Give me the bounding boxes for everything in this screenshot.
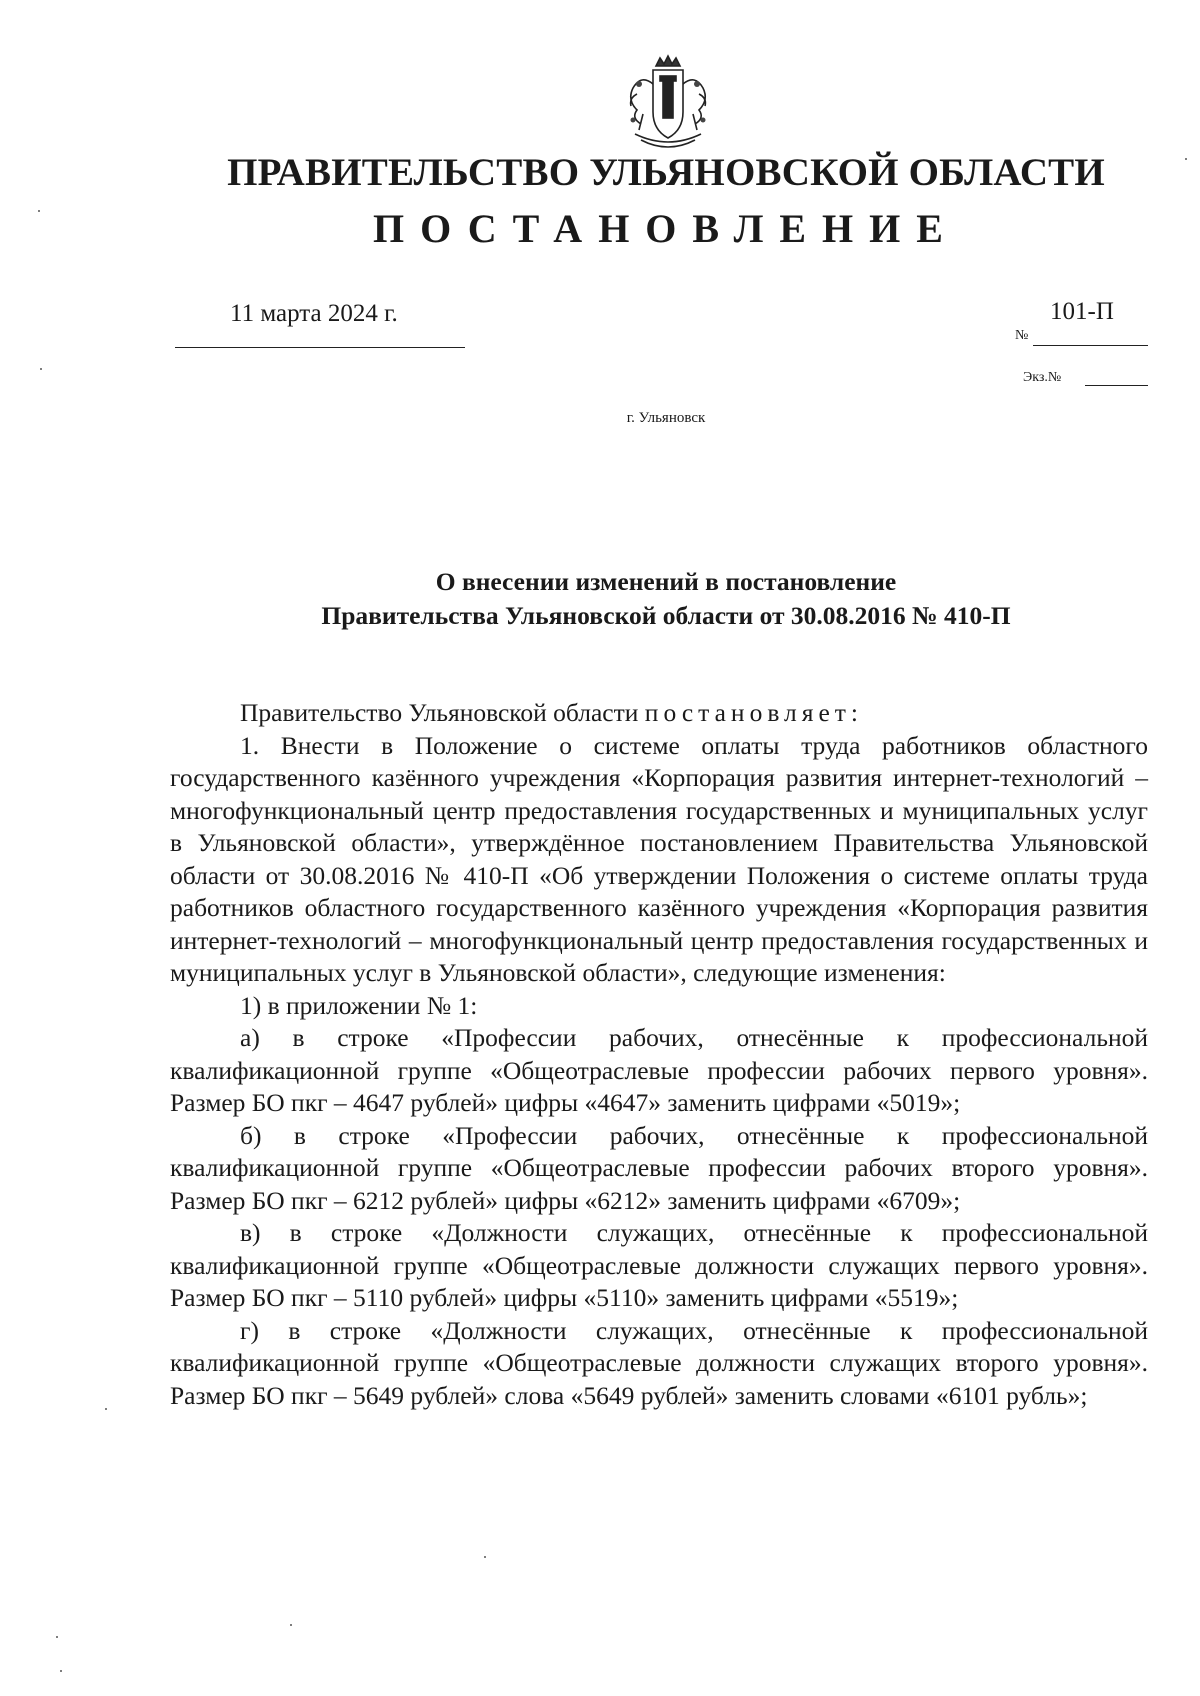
subject-line-1: О внесении изменений в постановление — [435, 567, 897, 596]
document-body — [170, 697, 1148, 1412]
city-name: г. Ульяновск — [626, 410, 706, 426]
scan-speck — [1185, 158, 1187, 160]
document-number: 101-П — [1050, 298, 1114, 325]
coat-of-arms-emblem — [613, 54, 723, 154]
preamble-paragraph — [170, 697, 1148, 730]
subparagraph-b: б) в строке «Профессии рабочих, отнесённые к профессиональной квалификационной группе «Общеотраслевые профессии рабочих второго уровня». Размер БО пкг – 6212 рублей» цифры «6212» заменить цифрами «6709»; — [170, 1120, 1148, 1215]
scan-speck — [290, 1624, 292, 1626]
subject-line-2: Правительства Ульяновской области от 30.08.2016 № 410-П — [321, 601, 1011, 630]
scan-speck — [40, 368, 42, 370]
document-subject — [0, 565, 1200, 633]
number-label: № — [1015, 328, 1029, 343]
document-type-title: ПОСТАНОВЛЕНИЕ — [373, 206, 959, 251]
scan-speck — [38, 210, 40, 212]
document-date: 11 марта 2024 г. — [230, 300, 398, 327]
preamble-text: Правительство Ульяновской области — [240, 698, 645, 727]
number-underline — [1033, 345, 1148, 346]
paragraph-1: 1. Внести в Положение о системе оплаты труда работников областного государственного казённого учреждения «Корпорация развития интернет-технологий – многофункциональный центр предоставления государственных и муниципальных услуг в Ульяновской области», утверждённое постановлением Правительства Ульяновской области от 30.08.2016 № 410-П «Об утверждении Положения о системе оплаты труда работников областного государственного казённого учреждения «Корпорация развития интернет-технологий – многофункциональный центр предоставления государственных и муниципальных услуг в Ульяновской области», следующие изменения: — [170, 730, 1148, 987]
scan-speck — [484, 1556, 486, 1558]
paragraph-1-1: 1) в приложении № 1: — [240, 990, 478, 1020]
date-underline — [175, 347, 465, 348]
scan-speck — [56, 1636, 58, 1638]
scan-speck — [60, 1670, 62, 1672]
subparagraph-g: г) в строке «Должности служащих, отнесённые к профессиональной квалификационной группе «Общеотраслевые должности служащих второго уровня». Размер БО пкг – 5649 рублей» слова «5649 рублей» заменить словами «6101 рубль»; — [170, 1315, 1148, 1410]
preamble-spaced-verb: постановляет: — [644, 698, 864, 727]
copy-number-underline — [1085, 385, 1148, 386]
scan-speck — [105, 1408, 107, 1410]
government-title: ПРАВИТЕЛЬСТВО УЛЬЯНОВСКОЙ ОБЛАСТИ — [227, 151, 1105, 194]
subparagraph-a: а) в строке «Профессии рабочих, отнесённые к профессиональной квалификационной группе «Общеотраслевые профессии рабочих первого уровня». Размер БО пкг – 4647 рублей» цифры «4647» заменить цифрами «5019»; — [170, 1023, 1148, 1117]
subparagraph-v: в) в строке «Должности служащих, отнесённые к профессиональной квалификационной группе «Общеотраслевые должности служащих первого уровня». Размер БО пкг – 5110 рублей» цифры «5110» заменить цифрами «5519»; — [170, 1218, 1148, 1312]
copy-number-label: Экз.№ — [1023, 370, 1062, 385]
